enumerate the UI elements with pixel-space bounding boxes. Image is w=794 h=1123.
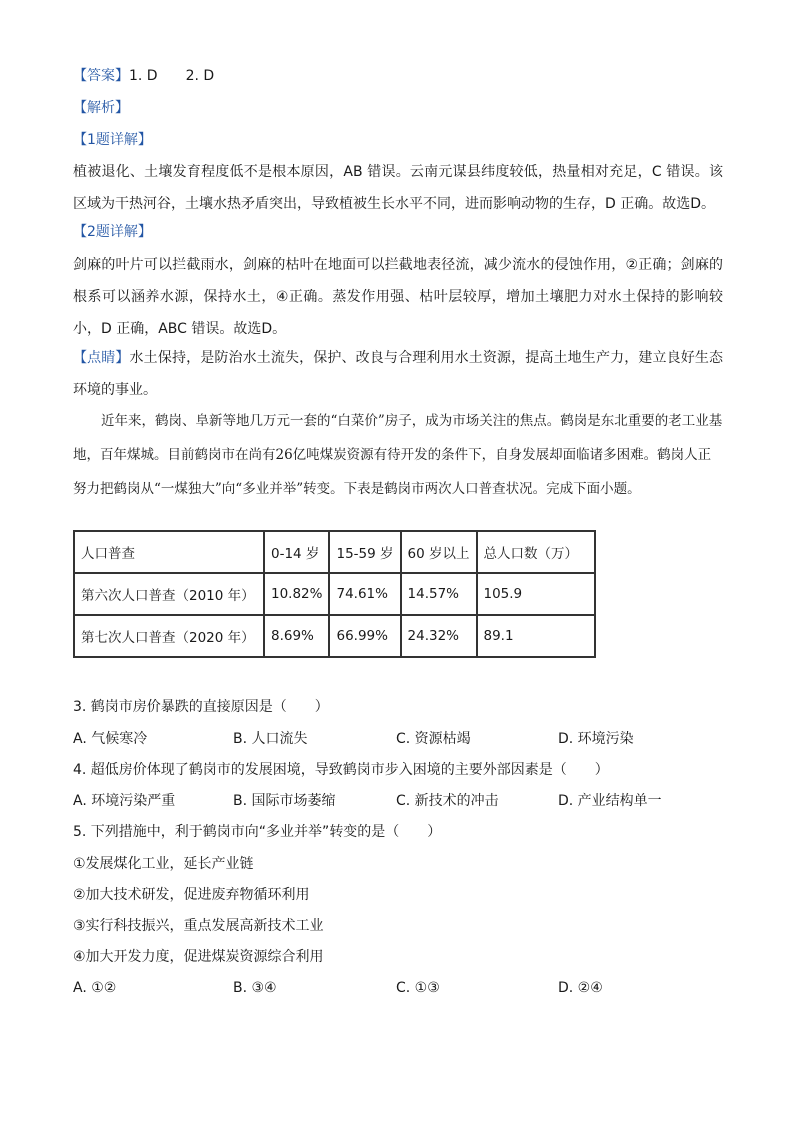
table-cell: 10.82% xyxy=(264,573,329,615)
q5-stem: 5. 下列措施中，利于鹤岗市向“多业并举”转变的是（ ） xyxy=(73,824,442,840)
table-row xyxy=(74,573,595,615)
table-cell: 8.69% xyxy=(264,615,329,657)
table-cell: 24.32% xyxy=(401,615,477,657)
table-cell: 66.99% xyxy=(329,615,400,657)
tip-text: 水土保持，是防治水土流失，保护、改良与合理利用水土资源，提高土地生产力，建立良好生态环境的事业。 xyxy=(73,350,724,398)
q5-option-b: B. ③④ xyxy=(233,980,277,996)
census-table xyxy=(73,530,596,658)
q3-stem: 3. 鹤岗市房价暴跌的直接原因是（ ） xyxy=(73,699,329,715)
table-cell: 89.1 xyxy=(477,615,595,657)
table-cell: 105.9 xyxy=(477,573,595,615)
q1-explanation: 植被退化、土壤发育程度低不是根本原因，AB 错误。云南元谋县纬度较低，热量相对充足，C 错误。该区域为干热河谷，土壤水热矛盾突出，导致植被生长水平不同，进而影响动物的生存，D 正确。故选D。 xyxy=(73,164,723,212)
q5-option-c: C. ①③ xyxy=(396,980,440,996)
q1-heading: 【1题详解】 xyxy=(73,132,152,148)
q4-option-b: B. 国际市场萎缩 xyxy=(233,793,336,809)
q3-option-b: B. 人口流失 xyxy=(233,731,308,747)
q5-item: ①发展煤化工业，延长产业链 xyxy=(73,856,254,872)
table-header-cell: 总人口数（万） xyxy=(477,531,595,573)
answer-text: 1. D 2. D xyxy=(129,68,215,84)
table-header-cell: 0-14 岁 xyxy=(264,531,329,573)
q5-option-d: D. ②④ xyxy=(558,980,603,996)
table-header-cell: 人口普查 xyxy=(74,531,264,573)
q3-option-c: C. 资源枯竭 xyxy=(396,731,471,747)
table-cell: 74.61% xyxy=(329,573,400,615)
table-header-row xyxy=(74,531,595,573)
table-cell: 14.57% xyxy=(401,573,477,615)
q4-option-a: A. 环境污染严重 xyxy=(73,793,176,809)
analysis-label: 【解析】 xyxy=(73,100,129,116)
q5-item: ④加大开发力度，促进煤炭资源综合利用 xyxy=(73,949,324,965)
tip-paragraph xyxy=(73,342,723,406)
table-row xyxy=(74,615,595,657)
passage-intro: 近年来，鹤岗、阜新等地几万元一套的“白菜价”房子，成为市场关注的焦点。鹤岗是东北重要的老工业基地，百年煤城。目前鹤岗市在尚有26亿吨煤炭资源有待开发的条件下，自身发展却面临诸多困难。鹤岗人正努力把鹤岗从“一煤独大”向“多业并举”转变。下表是鹤岗市两次人口普查状况。完成下面小题。 xyxy=(73,413,723,497)
q4-stem: 4. 超低房价体现了鹤岗市的发展困境，导致鹤岗市步入困境的主要外部因素是（ ） xyxy=(73,762,609,778)
q5-item: ③实行科技振兴，重点发展高新技术工业 xyxy=(73,918,324,934)
q5-item: ②加大技术研发，促进废弃物循环利用 xyxy=(73,887,310,903)
q5-option-a: A. ①② xyxy=(73,980,117,996)
table-cell: 第七次人口普查（2020 年） xyxy=(74,615,264,657)
q2-explanation: 剑麻的叶片可以拦截雨水，剑麻的枯叶在地面可以拦截地表径流，减少流水的侵蚀作用，②正确；剑麻的根系可以涵养水源，保持水土，④正确。蒸发作用强、枯叶层较厚，增加土壤肥力对水土保持的影响较小，D 正确，ABC 错误。故选D。 xyxy=(73,257,723,337)
answer-label: 【答案】 xyxy=(73,68,129,84)
q4-option-c: C. 新技术的冲击 xyxy=(396,793,499,809)
q3-option-d: D. 环境污染 xyxy=(558,731,634,747)
table-cell: 第六次人口普查（2010 年） xyxy=(74,573,264,615)
answer-line xyxy=(73,66,214,86)
q4-option-d: D. 产业结构单一 xyxy=(558,793,662,809)
tip-label: 【点睛】 xyxy=(73,350,130,366)
table-header-cell: 60 岁以上 xyxy=(401,531,477,573)
q3-option-a: A. 气候寒冷 xyxy=(73,731,148,747)
q2-heading: 【2题详解】 xyxy=(73,224,152,240)
table-header-cell: 15-59 岁 xyxy=(329,531,400,573)
